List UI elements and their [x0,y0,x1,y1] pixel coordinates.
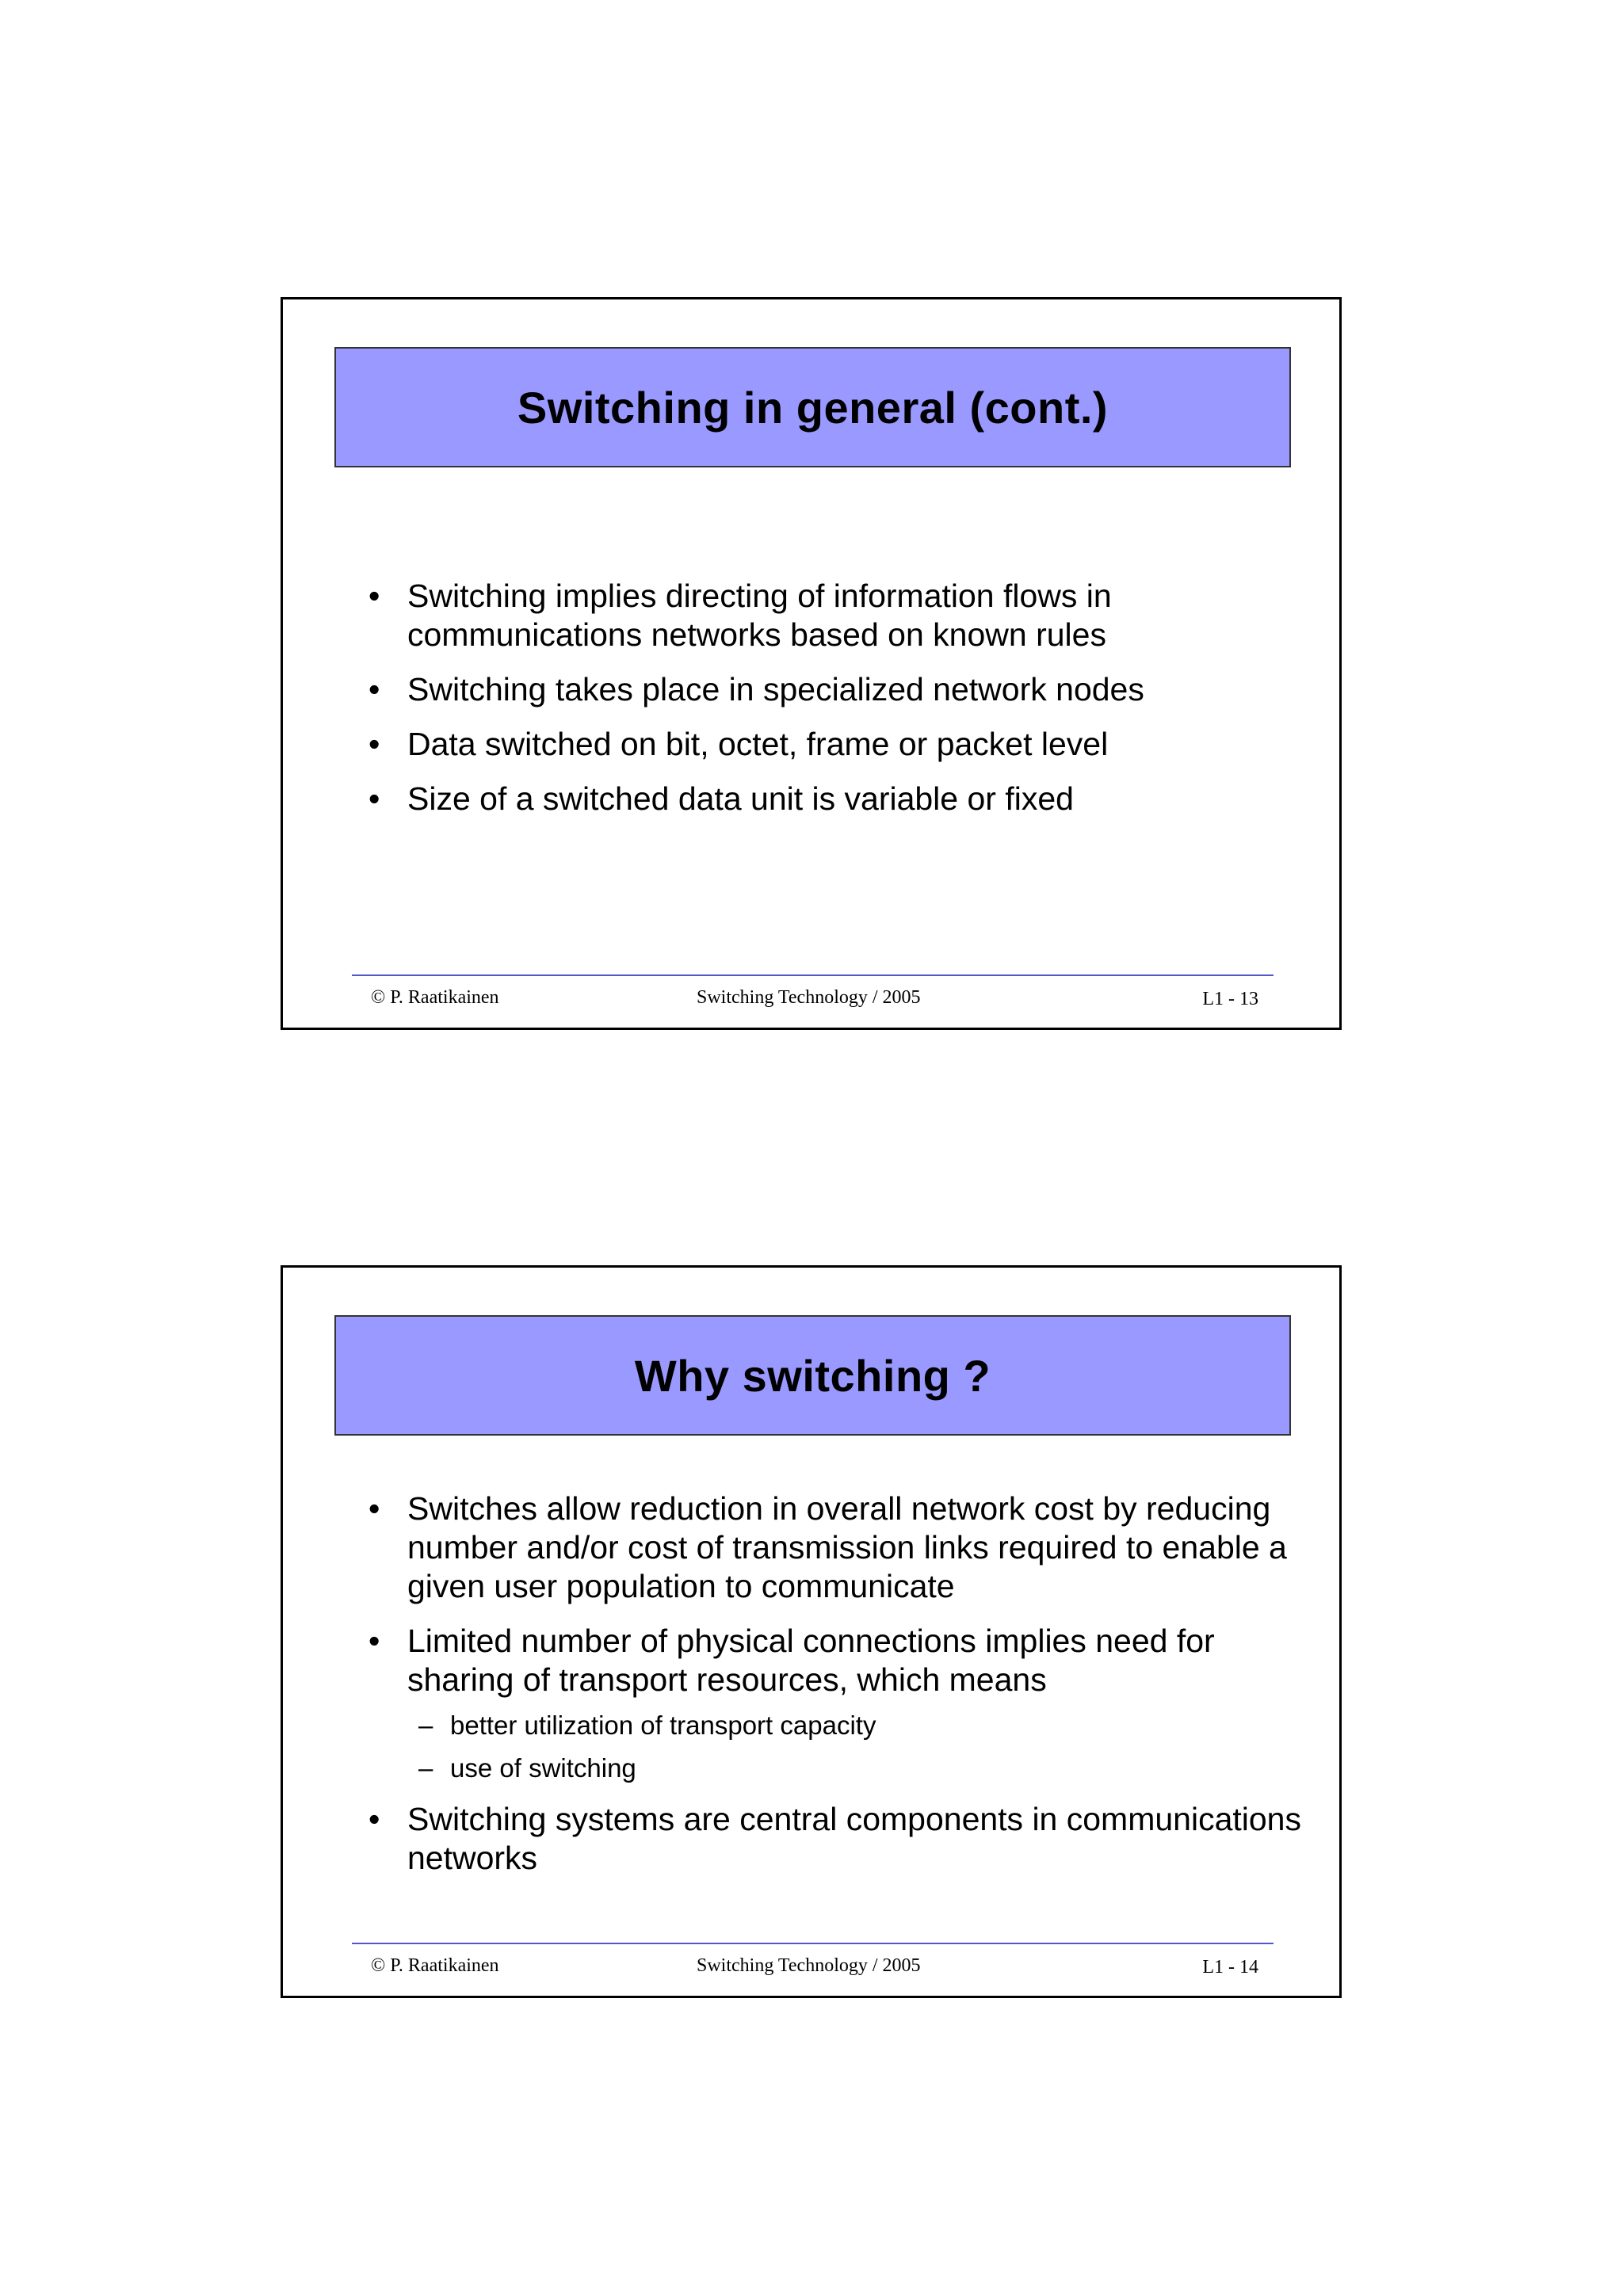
sub-bullet-text: better utilization of transport capacity [450,1711,876,1740]
footer-page-number: L1 - 14 [1202,1957,1258,1978]
dash-icon: – [418,1711,433,1740]
footer-course: Switching Technology / 2005 [697,1955,921,1976]
bullet-text: Switching implies directing of information flows in communications networks based on known rules [407,578,1112,653]
dash-icon: – [418,1753,433,1783]
bullet-item [369,1489,1312,1606]
slide-footer [283,1955,1339,1987]
footer-author: © P. Raatikainen [371,1955,499,1976]
bullet-icon: • [369,780,380,817]
sub-bullet-text: use of switching [450,1753,636,1783]
footer-divider [352,974,1274,976]
bullet-text: Switching takes place in specialized network nodes [407,671,1144,707]
bullet-icon: • [369,726,380,762]
bullet-icon: • [369,1623,380,1659]
bullet-icon: • [369,578,380,614]
slide-title-box [334,347,1291,467]
footer-author: © P. Raatikainen [371,987,499,1008]
bullet-text: Switching systems are central components in communications networks [407,1801,1301,1876]
bullet-item [369,670,1312,709]
bullet-icon: • [369,1801,380,1837]
slide-title: Why switching ? [634,1350,991,1401]
bullet-item [369,1800,1312,1878]
footer-page-number: L1 - 13 [1202,989,1258,1009]
sub-bullet-item [407,1709,1312,1741]
bullet-text: Data switched on bit, octet, frame or packet level [407,726,1109,762]
slide-l1-13 [281,297,1342,1030]
slide-l1-14 [281,1265,1342,1998]
bullet-list [369,577,1312,834]
bullet-text: Switches allow reduction in overall network cost by reducing number and/or cost of transmission links required to enable a given user population to communicate [407,1490,1287,1604]
bullet-icon: • [369,1490,380,1527]
bullet-item [369,780,1312,818]
bullet-icon: • [369,671,380,707]
sub-bullet-item [407,1752,1312,1784]
slide-footer [283,987,1339,1019]
bullet-item [369,1622,1312,1784]
footer-course: Switching Technology / 2005 [697,987,921,1008]
bullet-text: Size of a switched data unit is variable or fixed [407,780,1074,817]
bullet-item [369,725,1312,764]
slide-title-box [334,1315,1291,1436]
bullet-text: Limited number of physical connections implies need for sharing of transport resources, which means [407,1623,1215,1698]
bullet-item [369,577,1312,654]
bullet-list [369,1489,1312,1894]
slide-title: Switching in general (cont.) [517,382,1109,433]
sub-bullet-list [407,1709,1312,1784]
footer-divider [352,1943,1274,1944]
